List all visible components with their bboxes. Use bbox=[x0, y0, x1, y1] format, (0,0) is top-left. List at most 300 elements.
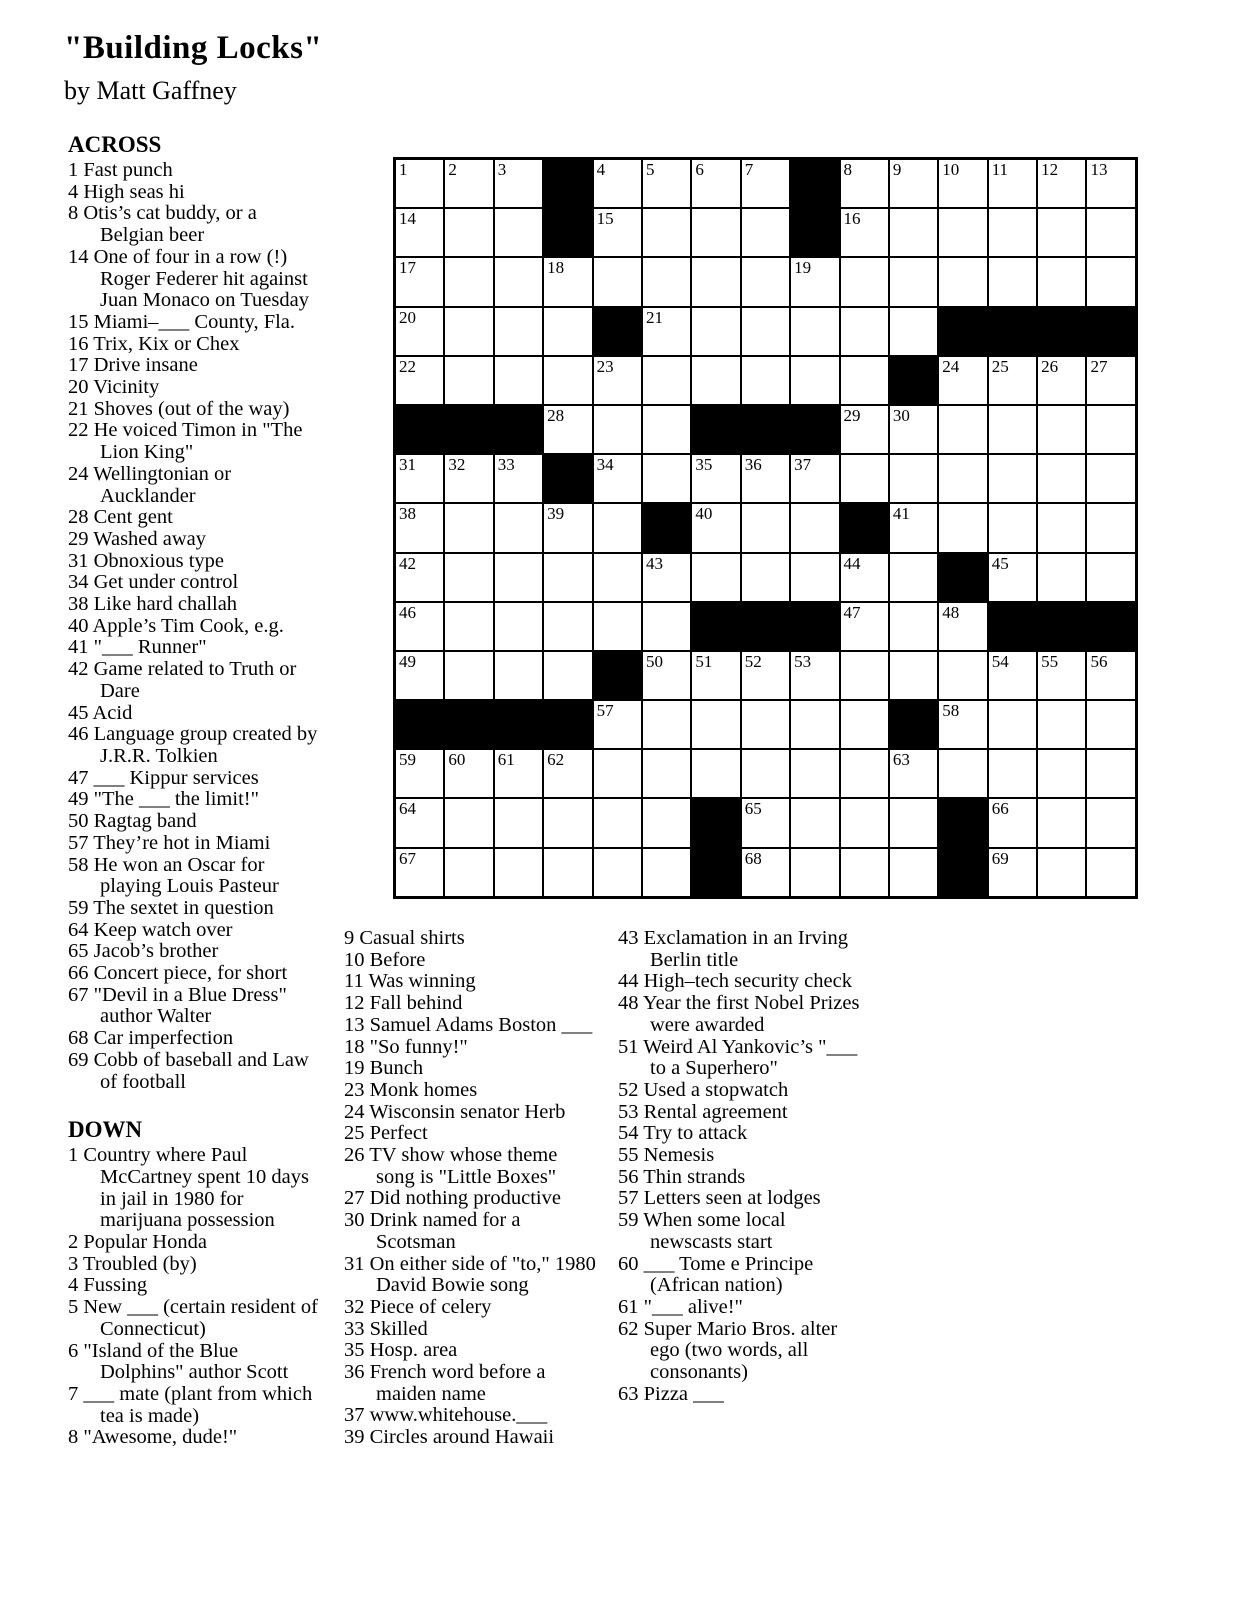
clue-text: Like hard challah bbox=[93, 593, 238, 616]
grid-cell[interactable] bbox=[544, 603, 591, 650]
grid-cell[interactable] bbox=[841, 849, 888, 896]
grid-cell[interactable] bbox=[396, 603, 443, 650]
grid-cell[interactable] bbox=[396, 455, 443, 502]
grid-cell[interactable] bbox=[939, 160, 986, 207]
grid-cell[interactable] bbox=[890, 849, 937, 896]
clue-down-54 bbox=[618, 1123, 870, 1145]
grid-cell[interactable] bbox=[1087, 357, 1134, 404]
clue-text: Fall behind bbox=[369, 992, 463, 1015]
clue-number: 15 bbox=[68, 310, 89, 333]
grid-cell[interactable] bbox=[1087, 849, 1134, 896]
grid-cell-black bbox=[1087, 603, 1134, 650]
grid-cell[interactable] bbox=[445, 160, 492, 207]
grid-cell[interactable] bbox=[445, 750, 492, 797]
grid-cell[interactable] bbox=[939, 504, 986, 551]
grid-cell[interactable] bbox=[989, 406, 1036, 453]
grid-cell[interactable] bbox=[989, 357, 1036, 404]
clue-number: 5 bbox=[68, 1296, 79, 1319]
clue-down-26 bbox=[344, 1145, 598, 1188]
grid-cell[interactable] bbox=[495, 308, 542, 355]
grid-cell[interactable] bbox=[544, 308, 591, 355]
clue-number: 27 bbox=[344, 1187, 365, 1210]
clue-number: 59 bbox=[68, 896, 89, 919]
grid-cell[interactable] bbox=[742, 799, 789, 846]
clue-down-10 bbox=[344, 950, 598, 972]
grid-cell[interactable] bbox=[692, 504, 739, 551]
cell-number: 32 bbox=[448, 455, 466, 475]
clue-number: 63 bbox=[618, 1382, 639, 1405]
clue-number: 62 bbox=[618, 1317, 639, 1340]
clue-text: Otis’s cat buddy, or a Belgian beer bbox=[83, 202, 257, 247]
grid-cell[interactable] bbox=[791, 652, 838, 699]
grid-cell[interactable] bbox=[445, 504, 492, 551]
grid-cell[interactable] bbox=[396, 554, 443, 601]
grid-cell[interactable] bbox=[742, 308, 789, 355]
grid-cell[interactable] bbox=[594, 554, 641, 601]
clue-text: On either side of "to," 1980 David Bowie song bbox=[369, 1252, 596, 1297]
grid-cell[interactable] bbox=[445, 455, 492, 502]
grid-cell[interactable] bbox=[692, 554, 739, 601]
clue-number: 65 bbox=[68, 940, 89, 963]
cell-number: 9 bbox=[892, 160, 902, 179]
clue-across-29 bbox=[68, 529, 318, 551]
grid-cell[interactable] bbox=[791, 554, 838, 601]
clue-number: 6 bbox=[68, 1339, 79, 1362]
grid-cell[interactable] bbox=[495, 799, 542, 846]
grid-cell[interactable] bbox=[1087, 799, 1134, 846]
clue-text: Rental agreement bbox=[643, 1100, 788, 1123]
grid-cell[interactable] bbox=[742, 504, 789, 551]
grid-cell[interactable] bbox=[989, 258, 1036, 305]
grid-cell[interactable] bbox=[1087, 554, 1134, 601]
grid-cell[interactable] bbox=[742, 750, 789, 797]
grid-cell[interactable] bbox=[890, 455, 937, 502]
grid-cell[interactable] bbox=[841, 455, 888, 502]
clue-text: Miami–___ County, Fla. bbox=[93, 310, 296, 333]
grid-cell[interactable] bbox=[445, 652, 492, 699]
grid-cell[interactable] bbox=[939, 258, 986, 305]
clue-down-12 bbox=[344, 993, 598, 1015]
grid-cell[interactable] bbox=[791, 504, 838, 551]
grid-cell[interactable] bbox=[544, 652, 591, 699]
grid-cell[interactable] bbox=[495, 160, 542, 207]
grid-cell[interactable] bbox=[989, 799, 1036, 846]
clue-down-24 bbox=[344, 1102, 598, 1124]
grid-cell[interactable] bbox=[396, 160, 443, 207]
grid-cell[interactable] bbox=[544, 406, 591, 453]
cell-number: 58 bbox=[942, 701, 960, 721]
grid-cell[interactable] bbox=[544, 357, 591, 404]
grid-cell[interactable] bbox=[1038, 406, 1085, 453]
clue-number: 29 bbox=[68, 527, 89, 550]
grid-cell[interactable] bbox=[445, 258, 492, 305]
grid-cell[interactable] bbox=[643, 799, 690, 846]
grid-cell[interactable] bbox=[643, 701, 690, 748]
grid-cell[interactable] bbox=[890, 209, 937, 256]
grid-cell[interactable] bbox=[1038, 209, 1085, 256]
clue-down-3 bbox=[68, 1254, 318, 1276]
clue-number: 2 bbox=[68, 1231, 79, 1254]
grid-cell[interactable] bbox=[989, 849, 1036, 896]
grid-cell[interactable] bbox=[643, 258, 690, 305]
grid-cell[interactable] bbox=[791, 455, 838, 502]
grid-cell[interactable] bbox=[742, 701, 789, 748]
grid-cell[interactable] bbox=[396, 652, 443, 699]
grid-cell[interactable] bbox=[445, 603, 492, 650]
grid-cell[interactable] bbox=[396, 258, 443, 305]
grid-cell[interactable] bbox=[1038, 849, 1085, 896]
grid-cell-black bbox=[643, 504, 690, 551]
grid-cell[interactable] bbox=[594, 406, 641, 453]
puzzle-byline: by Matt Gaffney bbox=[64, 76, 237, 105]
grid-cell[interactable] bbox=[1087, 701, 1134, 748]
grid-cell[interactable] bbox=[692, 701, 739, 748]
grid-cell[interactable] bbox=[1087, 750, 1134, 797]
grid-cell[interactable] bbox=[989, 652, 1036, 699]
grid-cell[interactable] bbox=[692, 209, 739, 256]
grid-cell[interactable] bbox=[594, 258, 641, 305]
grid-cell[interactable] bbox=[495, 849, 542, 896]
cell-number: 41 bbox=[892, 504, 910, 524]
grid-cell[interactable] bbox=[742, 357, 789, 404]
grid-cell[interactable] bbox=[594, 357, 641, 404]
grid-cell[interactable] bbox=[841, 308, 888, 355]
grid-cell[interactable] bbox=[841, 160, 888, 207]
grid-cell[interactable] bbox=[1087, 209, 1134, 256]
grid-cell[interactable] bbox=[1087, 504, 1134, 551]
cell-number: 18 bbox=[547, 258, 565, 278]
clue-text: Drive insane bbox=[93, 354, 198, 377]
grid-cell[interactable] bbox=[396, 799, 443, 846]
grid-cell[interactable] bbox=[692, 160, 739, 207]
grid-cell[interactable] bbox=[890, 308, 937, 355]
grid-cell[interactable] bbox=[791, 750, 838, 797]
grid-cell[interactable] bbox=[939, 701, 986, 748]
grid-cell[interactable] bbox=[890, 554, 937, 601]
grid-cell[interactable] bbox=[841, 406, 888, 453]
down-clue-list-right bbox=[618, 928, 870, 1405]
grid-cell[interactable] bbox=[643, 160, 690, 207]
grid-cell[interactable] bbox=[396, 750, 443, 797]
clue-across-24 bbox=[68, 464, 318, 507]
down-clue-list-middle bbox=[344, 928, 598, 1449]
clue-number: 17 bbox=[68, 354, 89, 377]
grid-cell-black bbox=[791, 209, 838, 256]
grid-cell[interactable] bbox=[791, 799, 838, 846]
grid-cell[interactable] bbox=[544, 799, 591, 846]
cell-number: 43 bbox=[645, 553, 663, 573]
grid-cell[interactable] bbox=[841, 209, 888, 256]
clue-text: Vicinity bbox=[93, 376, 160, 399]
across-header: ACROSS bbox=[68, 132, 162, 157]
clue-text: Country where Paul McCartney spent 10 days in jail in 1980 for marijuana possession bbox=[83, 1144, 309, 1232]
grid-cell[interactable] bbox=[841, 357, 888, 404]
clue-across-15 bbox=[68, 312, 318, 334]
grid-cell[interactable] bbox=[939, 750, 986, 797]
grid-cell[interactable] bbox=[495, 209, 542, 256]
grid-cell[interactable] bbox=[1087, 652, 1134, 699]
grid-cell[interactable] bbox=[1038, 504, 1085, 551]
grid-cell[interactable] bbox=[495, 455, 542, 502]
cell-number: 29 bbox=[843, 405, 861, 425]
grid-cell[interactable] bbox=[989, 554, 1036, 601]
grid-cell[interactable] bbox=[939, 455, 986, 502]
grid-cell[interactable] bbox=[495, 504, 542, 551]
grid-cell[interactable] bbox=[692, 357, 739, 404]
grid-cell[interactable] bbox=[742, 209, 789, 256]
clue-number: 35 bbox=[344, 1339, 365, 1362]
grid-cell-black bbox=[544, 209, 591, 256]
grid-cell[interactable] bbox=[643, 209, 690, 256]
clue-across-45 bbox=[68, 703, 318, 725]
grid-cell[interactable] bbox=[1087, 258, 1134, 305]
grid-cell[interactable] bbox=[692, 308, 739, 355]
grid-cell[interactable] bbox=[841, 701, 888, 748]
clue-down-32 bbox=[344, 1297, 598, 1319]
clue-text: Samuel Adams Boston ___ bbox=[369, 1013, 593, 1036]
grid-cell[interactable] bbox=[544, 258, 591, 305]
grid-cell[interactable] bbox=[544, 554, 591, 601]
grid-cell[interactable] bbox=[643, 554, 690, 601]
grid-cell-black bbox=[692, 603, 739, 650]
clue-text: TV show whose theme song is "Little Boxes" bbox=[369, 1144, 558, 1188]
grid-cell[interactable] bbox=[544, 750, 591, 797]
clue-across-8 bbox=[68, 203, 318, 246]
grid-cell[interactable] bbox=[742, 455, 789, 502]
grid-cell[interactable] bbox=[495, 603, 542, 650]
cell-number: 40 bbox=[695, 504, 713, 524]
grid-cell[interactable] bbox=[890, 160, 937, 207]
grid-cell[interactable] bbox=[495, 554, 542, 601]
grid-cell[interactable] bbox=[594, 603, 641, 650]
clue-number: 41 bbox=[68, 636, 89, 659]
clue-down-53 bbox=[618, 1102, 870, 1124]
grid-cell[interactable] bbox=[445, 799, 492, 846]
cell-number: 25 bbox=[991, 356, 1009, 376]
grid-cell[interactable] bbox=[939, 209, 986, 256]
grid-cell[interactable] bbox=[643, 750, 690, 797]
cell-number: 56 bbox=[1090, 651, 1108, 671]
grid-cell[interactable] bbox=[791, 849, 838, 896]
clue-text: Keep watch over bbox=[93, 918, 233, 941]
clue-down-36 bbox=[344, 1362, 598, 1405]
grid-cell[interactable] bbox=[544, 849, 591, 896]
grid-cell[interactable] bbox=[1038, 750, 1085, 797]
grid-cell[interactable] bbox=[890, 603, 937, 650]
clue-number: 45 bbox=[68, 701, 89, 724]
grid-cell[interactable] bbox=[396, 209, 443, 256]
clue-down-4 bbox=[68, 1275, 318, 1297]
grid-cell-black bbox=[989, 308, 1036, 355]
grid-cell[interactable] bbox=[841, 554, 888, 601]
grid-cell[interactable] bbox=[495, 357, 542, 404]
clue-text: "___ alive!" bbox=[643, 1295, 743, 1318]
cell-number: 2 bbox=[448, 160, 457, 179]
grid-cell[interactable] bbox=[692, 258, 739, 305]
grid-cell[interactable] bbox=[445, 209, 492, 256]
grid-cell[interactable] bbox=[1087, 455, 1134, 502]
cell-number: 35 bbox=[695, 455, 713, 475]
grid-cell-black bbox=[939, 554, 986, 601]
grid-cell[interactable] bbox=[445, 308, 492, 355]
grid-cell[interactable] bbox=[643, 357, 690, 404]
clue-number: 1 bbox=[68, 1144, 79, 1167]
grid-cell[interactable] bbox=[742, 554, 789, 601]
clue-text: Year the first Nobel Prizes were awarded bbox=[642, 992, 860, 1036]
grid-cell[interactable] bbox=[890, 652, 937, 699]
clue-across-40 bbox=[68, 616, 318, 638]
grid-cell[interactable] bbox=[495, 652, 542, 699]
grid-cell[interactable] bbox=[1087, 160, 1134, 207]
clue-down-43 bbox=[618, 928, 870, 971]
grid-cell[interactable] bbox=[841, 799, 888, 846]
grid-cell[interactable] bbox=[1087, 406, 1134, 453]
cell-number: 39 bbox=[547, 504, 565, 524]
grid-cell[interactable] bbox=[890, 750, 937, 797]
grid-cell[interactable] bbox=[1038, 455, 1085, 502]
grid-cell[interactable] bbox=[396, 308, 443, 355]
clue-number: 24 bbox=[68, 462, 89, 485]
grid-cell[interactable] bbox=[643, 455, 690, 502]
grid-cell[interactable] bbox=[841, 750, 888, 797]
clue-number: 20 bbox=[68, 376, 89, 399]
cell-number: 52 bbox=[744, 651, 762, 671]
grid-cell[interactable] bbox=[643, 849, 690, 896]
grid-cell[interactable] bbox=[890, 799, 937, 846]
grid-cell[interactable] bbox=[396, 504, 443, 551]
grid-cell[interactable] bbox=[742, 652, 789, 699]
grid-cell[interactable] bbox=[594, 209, 641, 256]
grid-cell[interactable] bbox=[989, 701, 1036, 748]
clue-number: 31 bbox=[344, 1252, 365, 1275]
grid-cell[interactable] bbox=[939, 603, 986, 650]
clue-across-41 bbox=[68, 637, 318, 659]
grid-cell[interactable] bbox=[890, 504, 937, 551]
grid-cell-black bbox=[692, 406, 739, 453]
grid-cell[interactable] bbox=[643, 406, 690, 453]
grid-cell[interactable] bbox=[594, 849, 641, 896]
clue-across-22 bbox=[68, 420, 318, 463]
clue-across-58 bbox=[68, 855, 318, 898]
clue-down-11 bbox=[344, 971, 598, 993]
grid-cell[interactable] bbox=[742, 258, 789, 305]
clue-down-13 bbox=[344, 1015, 598, 1037]
grid-cell[interactable] bbox=[939, 406, 986, 453]
clue-down-31 bbox=[344, 1254, 598, 1297]
clue-text: When some local newscasts start bbox=[643, 1209, 786, 1253]
grid-cell[interactable] bbox=[1038, 258, 1085, 305]
grid-cell[interactable] bbox=[495, 258, 542, 305]
grid-cell[interactable] bbox=[594, 799, 641, 846]
clue-number: 38 bbox=[68, 593, 89, 616]
grid-cell[interactable] bbox=[643, 603, 690, 650]
grid-cell[interactable] bbox=[1038, 799, 1085, 846]
grid-cell[interactable] bbox=[890, 406, 937, 453]
grid-cell[interactable] bbox=[841, 258, 888, 305]
clue-text: Wellingtonian or Aucklander bbox=[93, 462, 232, 507]
cell-number: 55 bbox=[1041, 651, 1059, 671]
grid-cell[interactable] bbox=[594, 455, 641, 502]
grid-cell[interactable] bbox=[989, 504, 1036, 551]
grid-cell[interactable] bbox=[890, 258, 937, 305]
grid-cell[interactable] bbox=[544, 504, 591, 551]
grid-cell-black bbox=[1087, 308, 1134, 355]
grid-cell[interactable] bbox=[396, 357, 443, 404]
clue-text: Did nothing productive bbox=[369, 1187, 561, 1210]
clue-number: 55 bbox=[618, 1144, 639, 1167]
grid-cell[interactable] bbox=[791, 308, 838, 355]
clue-text: Drink named for a Scotsman bbox=[369, 1209, 521, 1253]
grid-cell[interactable] bbox=[594, 701, 641, 748]
grid-cell[interactable] bbox=[594, 750, 641, 797]
grid-cell[interactable] bbox=[742, 849, 789, 896]
grid-cell[interactable] bbox=[396, 849, 443, 896]
cell-number: 64 bbox=[399, 799, 416, 819]
grid-cell-black bbox=[445, 406, 492, 453]
grid-cell[interactable] bbox=[445, 554, 492, 601]
grid-cell[interactable] bbox=[939, 357, 986, 404]
cell-number: 10 bbox=[942, 160, 960, 179]
grid-cell-black bbox=[939, 308, 986, 355]
grid-cell[interactable] bbox=[692, 652, 739, 699]
grid-cell[interactable] bbox=[1038, 652, 1085, 699]
clue-text: Car imperfection bbox=[93, 1027, 234, 1050]
grid-cell[interactable] bbox=[1038, 701, 1085, 748]
clue-number: 10 bbox=[344, 948, 365, 971]
grid-cell[interactable] bbox=[791, 357, 838, 404]
cell-number: 4 bbox=[596, 160, 606, 179]
clue-across-49 bbox=[68, 789, 318, 811]
clue-number: 51 bbox=[618, 1035, 639, 1058]
clue-down-1 bbox=[68, 1145, 318, 1232]
cell-number: 26 bbox=[1041, 356, 1059, 376]
grid-cell[interactable] bbox=[791, 258, 838, 305]
grid-cell[interactable] bbox=[495, 750, 542, 797]
clue-down-60 bbox=[618, 1254, 870, 1297]
grid-cell-black bbox=[544, 455, 591, 502]
clue-number: 14 bbox=[68, 245, 89, 268]
grid-cell[interactable] bbox=[692, 750, 739, 797]
clue-text: Bunch bbox=[369, 1057, 424, 1080]
grid-cell[interactable] bbox=[841, 603, 888, 650]
clue-number: 23 bbox=[344, 1078, 365, 1101]
grid-cell[interactable] bbox=[841, 652, 888, 699]
cell-number: 31 bbox=[399, 455, 416, 475]
cell-number: 5 bbox=[645, 160, 655, 179]
grid-cell[interactable] bbox=[989, 750, 1036, 797]
grid-cell[interactable] bbox=[791, 701, 838, 748]
grid-cell[interactable] bbox=[643, 308, 690, 355]
grid-cell[interactable] bbox=[1038, 160, 1085, 207]
cell-number: 16 bbox=[843, 209, 861, 229]
clue-number: 44 bbox=[618, 970, 639, 993]
grid-cell[interactable] bbox=[692, 455, 739, 502]
clue-down-2 bbox=[68, 1232, 318, 1254]
grid-cell[interactable] bbox=[594, 160, 641, 207]
grid-cell[interactable] bbox=[742, 160, 789, 207]
grid-cell[interactable] bbox=[939, 652, 986, 699]
grid-cell[interactable] bbox=[445, 357, 492, 404]
grid-cell[interactable] bbox=[445, 849, 492, 896]
grid-cell[interactable] bbox=[989, 209, 1036, 256]
grid-cell[interactable] bbox=[594, 504, 641, 551]
grid-cell[interactable] bbox=[1038, 554, 1085, 601]
clue-down-33 bbox=[344, 1319, 598, 1341]
grid-cell[interactable] bbox=[643, 652, 690, 699]
grid-cell[interactable] bbox=[1038, 357, 1085, 404]
grid-cell[interactable] bbox=[989, 160, 1036, 207]
grid-cell[interactable] bbox=[989, 455, 1036, 502]
